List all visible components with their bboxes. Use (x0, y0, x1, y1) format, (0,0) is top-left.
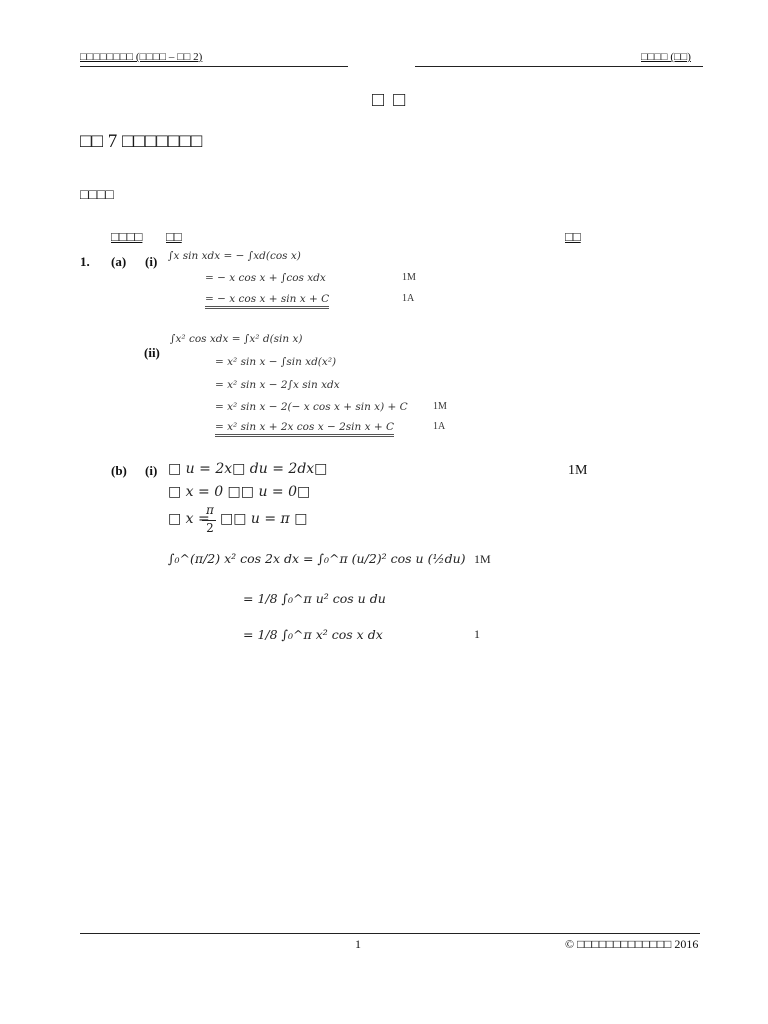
sub-i-b-label: (i) (145, 463, 158, 478)
b-i-sub-line-2: □ x = 0 □□ u = 0□ (168, 484, 311, 500)
b-i-sub-line-3-pre: □ x = (168, 511, 210, 527)
b-i-frac-den: 2 (206, 521, 214, 535)
b-i-sub-line-3-post: □□ u = π □ (220, 511, 308, 527)
a-ii-line-1: ∫x² cos xdx = ∫x² d(sin x) (170, 333, 303, 345)
a-ii-mark-5: 1A (433, 421, 446, 432)
sub-ii-label: (ii) (144, 345, 160, 360)
page-number: 1 (355, 937, 361, 951)
b-i-integral-mark-1: 1M (474, 552, 491, 566)
part-b-label: (b) (111, 463, 127, 478)
chapter-title: □□ 7 □□□□□□□ (80, 131, 203, 152)
b-i-integral-line-3: = 1/8 ∫₀^π x² cos x dx (243, 627, 383, 642)
b-i-frac-num: π (206, 503, 214, 517)
a-ii-line-4: = x² sin x − 2(− x cos x + sin x) + C (215, 401, 408, 413)
a-i-line-2: = − x cos x + ∫cos xdx (205, 272, 326, 284)
a-i-line-3-wrap (205, 293, 329, 305)
a-i-mark-2: 1M (402, 272, 416, 283)
a-i-mark-3: 1A (402, 293, 415, 304)
a-ii-line-5-wrap (215, 421, 394, 433)
footer-rule (80, 933, 700, 934)
a-ii-line-3: = x² sin x − 2∫x sin xdx (215, 379, 340, 391)
a-i-line-3: = − x cos x + sin x + C (205, 293, 329, 309)
a-ii-mark-4: 1M (433, 401, 447, 412)
a-ii-line-2: = x² sin x − ∫sin xd(x²) (215, 356, 337, 368)
b-i-integral-line-1: ∫₀^(π/2) x² cos 2x dx = ∫₀^π (u/2)² cos u (½du) (168, 551, 466, 566)
header-left: □□□□□□□□ (□□□□ – □□ 2) (80, 51, 203, 63)
b-i-sub-mark-1: 1M (568, 463, 588, 478)
section-title: □□□□ (80, 188, 114, 203)
part-a-label: (a) (111, 254, 127, 269)
column-solution: □□□□ (111, 229, 143, 244)
header-right: □□□□ (□□) (641, 51, 691, 63)
column-working: □□ (166, 229, 182, 244)
question-number: 1. (80, 254, 90, 269)
header-rule-right (415, 66, 703, 67)
b-i-integral-line-2: = 1/8 ∫₀^π u² cos u du (243, 591, 386, 606)
copyright: © □□□□□□□□□□□□□ 2016 (565, 937, 699, 951)
header-rule-left (80, 66, 348, 67)
sub-i-label: (i) (145, 254, 158, 269)
doc-title: □ □ (372, 89, 408, 111)
a-i-line-1: ∫x sin xdx = − ∫xd(cos x) (168, 250, 301, 262)
a-ii-line-5: = x² sin x + 2x cos x − 2sin x + C (215, 421, 394, 437)
column-marks: □□ (565, 229, 581, 244)
b-i-integral-mark-3: 1 (474, 627, 480, 641)
b-i-sub-line-1: □ u = 2x□ du = 2dx□ (168, 461, 328, 477)
